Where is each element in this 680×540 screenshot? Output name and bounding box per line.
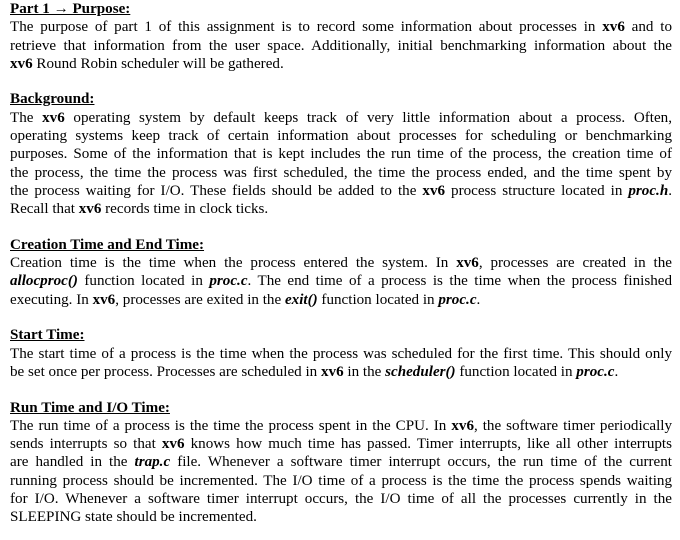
text-line: xv6 Round Robin scheduler will be gathered. bbox=[10, 55, 284, 72]
section-purpose bbox=[10, 0, 672, 73]
section-background bbox=[10, 90, 672, 218]
paragraph-creation-end-time bbox=[10, 254, 672, 309]
heading-background: Background: bbox=[10, 91, 95, 108]
text-line: the process waiting for I/O. These fields should be added to the xv6 process structure located in proc.h. bbox=[10, 182, 672, 199]
text-line: The start time of a process is the time when the process was scheduled for the first time. This should only bbox=[10, 345, 672, 362]
text-line: The purpose of part 1 of this assignment is to record some information about processes in xv6 and to bbox=[10, 19, 672, 36]
text-line: the process, the time the process was first scheduled, the time the process ended, and the time spent by bbox=[10, 164, 672, 181]
text-line: Recall that xv6 records time in clock ticks. bbox=[10, 201, 269, 218]
text-line: allocproc() function located in proc.c. The end time of a process is the time when the process finished bbox=[10, 273, 672, 290]
text-line: for I/O. Whenever a software timer interrupt occurs, the I/O time of all the processes currently in the bbox=[10, 491, 672, 508]
paragraph-run-io-time bbox=[10, 417, 672, 527]
section-run-io-time bbox=[10, 399, 672, 527]
text-line: The xv6 operating system by default keeps track of very little information about a process. Often, bbox=[10, 109, 672, 126]
section-creation-end-time bbox=[10, 236, 672, 309]
heading-purpose: Part 1 → Purpose: bbox=[10, 1, 131, 17]
paragraph-start-time bbox=[10, 345, 672, 382]
text-line: SLEEPING state should be incremented. bbox=[10, 509, 257, 526]
section-start-time bbox=[10, 326, 672, 381]
heading-run-io-time: Run Time and I/O Time: bbox=[10, 399, 170, 416]
text-line: sends interrupts so that xv6 knows how much time has passed. Timer interrupts, like all other interrupts bbox=[10, 436, 672, 453]
paragraph-background bbox=[10, 109, 672, 219]
text-line: Creation time is the time when the process entered the system. In xv6, processes are created in the bbox=[10, 255, 672, 272]
paragraph-purpose bbox=[10, 18, 672, 73]
heading-creation-end-time: Creation Time and End Time: bbox=[10, 236, 205, 253]
text-line: purposes. Some of the information that is kept includes the run time of the process, the creation time of bbox=[10, 146, 672, 163]
text-line: retrieve that information from the user space. Additionally, initial benchmarking information about the bbox=[10, 37, 672, 54]
text-line: running process should be incremented. The I/O time of a process is the time the process spends waiting bbox=[10, 472, 672, 489]
text-line: are handled in the trap.c file. Whenever a software timer interrupt occurs, the run time of the current bbox=[10, 454, 672, 471]
text-line: The run time of a process is the time the process spent in the CPU. In xv6, the software timer periodically bbox=[10, 417, 672, 434]
text-line: be set once per process. Processes are scheduled in xv6 in the scheduler() function located in proc.c. bbox=[10, 363, 619, 380]
text-line: operating systems keep track of certain information about processes for scheduling or benchmarking bbox=[10, 128, 672, 145]
text-line: executing. In xv6, processes are exited in the exit() function located in proc.c. bbox=[10, 291, 481, 308]
heading-start-time: Start Time: bbox=[10, 327, 85, 344]
